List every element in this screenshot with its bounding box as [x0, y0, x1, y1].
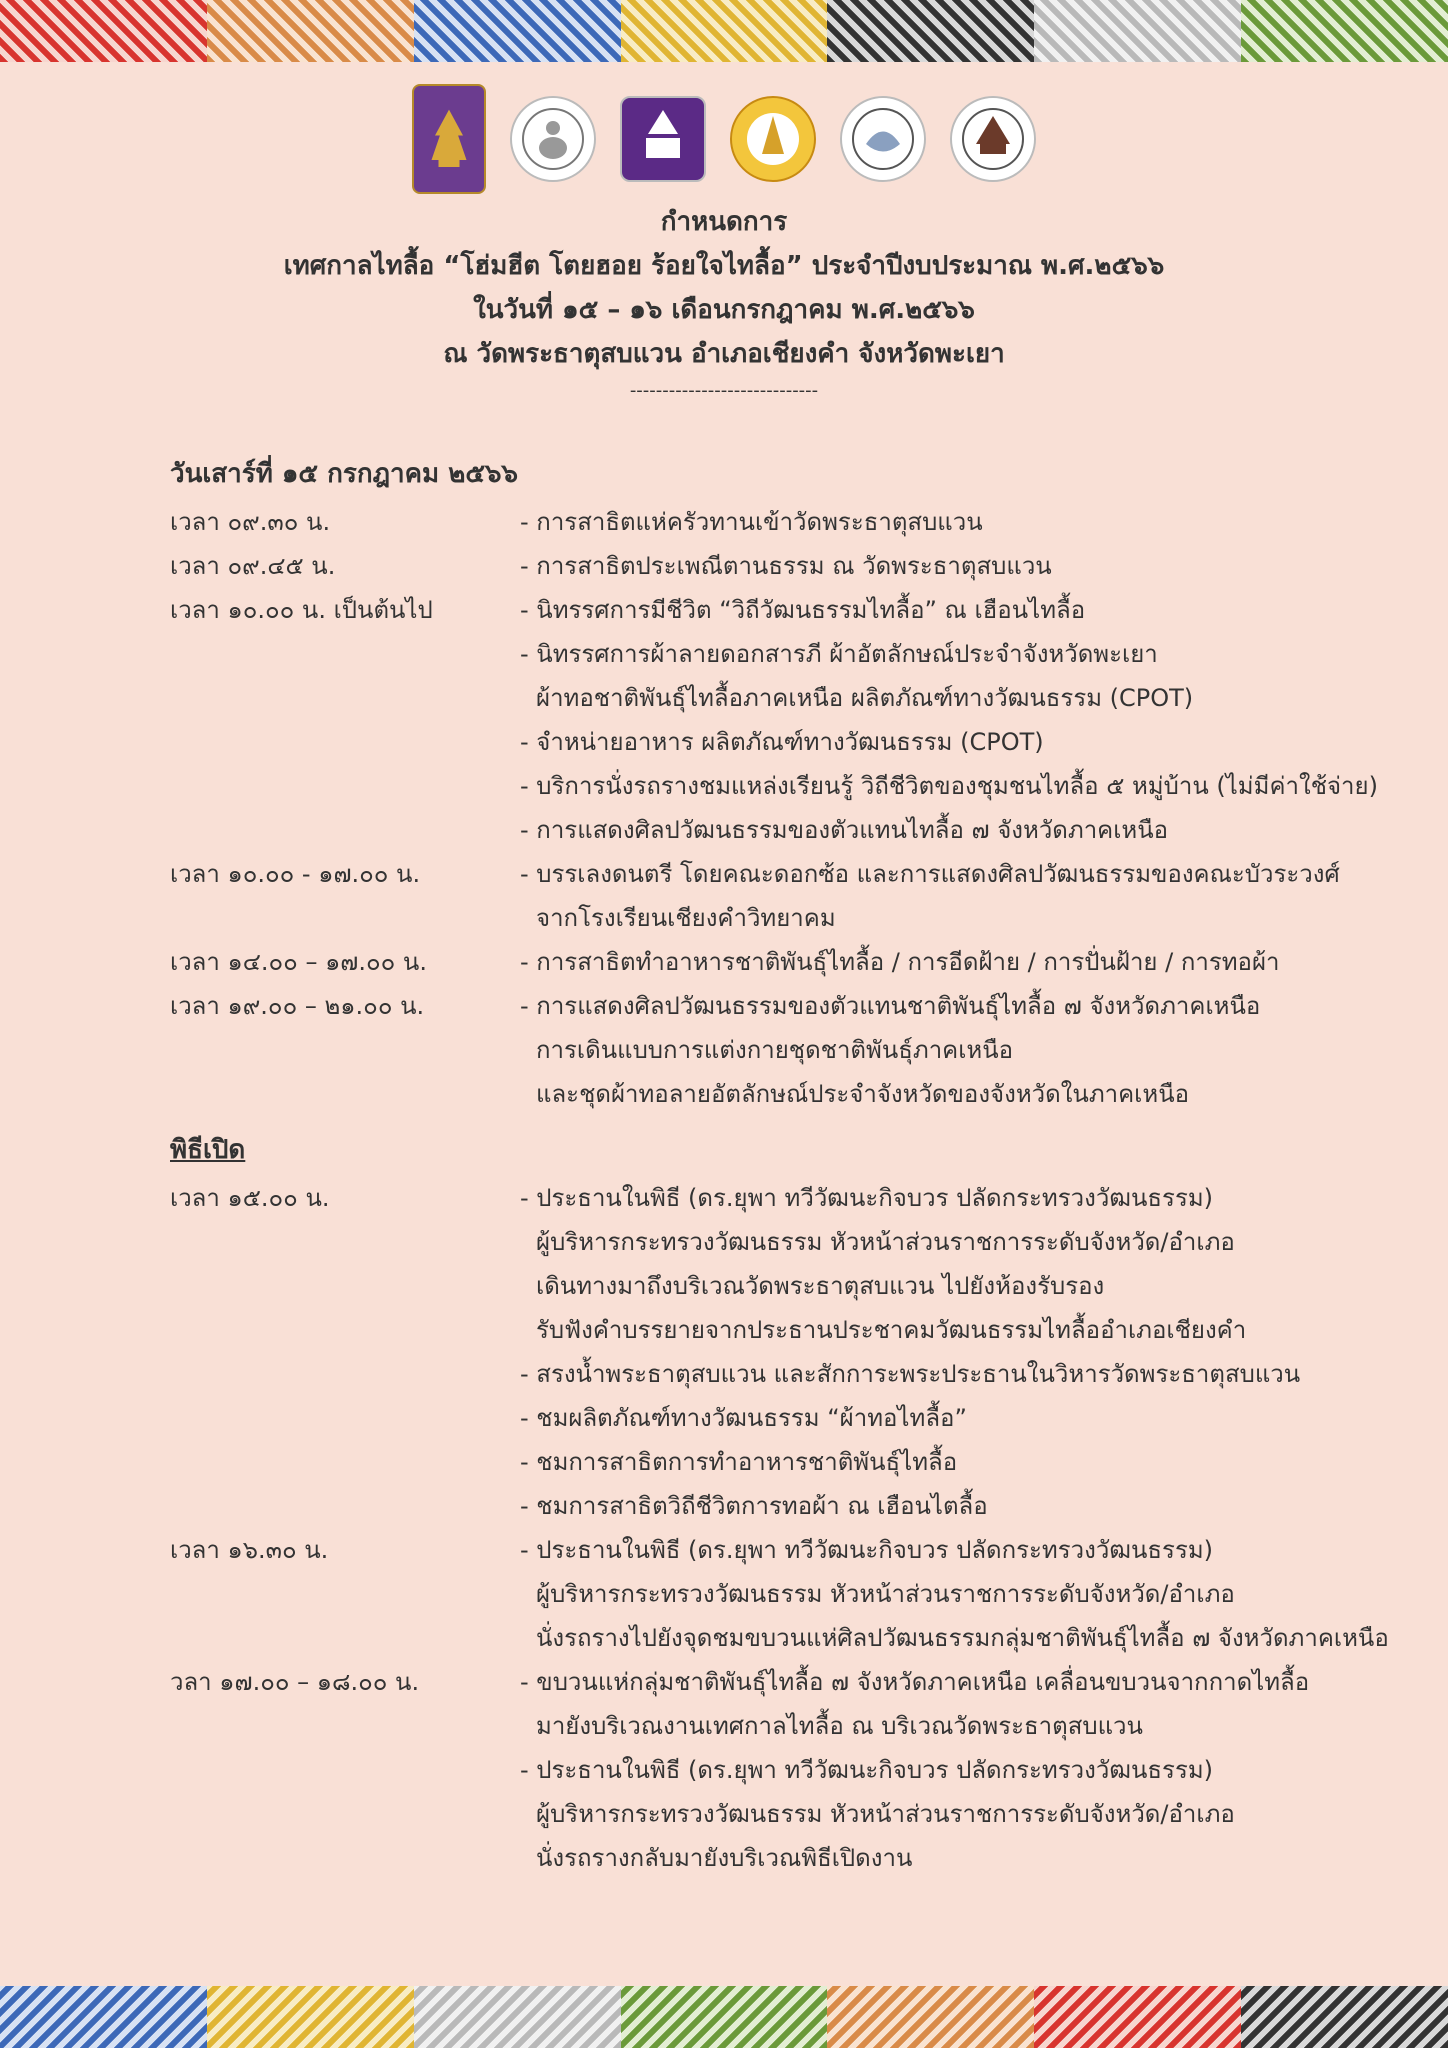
document-header [0, 200, 1448, 406]
bottom-pattern-border [0, 1986, 1448, 2048]
schedule-row [170, 1176, 1400, 1528]
time-label: เวลา ๑๔.๐๐ – ๑๗.๐๐ น. [170, 948, 427, 976]
district-seal-logo [840, 96, 926, 182]
schedule [170, 448, 1400, 1880]
activity-line: - ขบวนแห่กลุ่มชาติพันธุ์ไทลื้อ ๗ จังหวัดภาคเหนือ เคลื่อนขบวนจากกาดไทลื้อ [520, 1668, 1310, 1696]
activity-line: จากโรงเรียนเชียงคำวิทยาคม [536, 904, 836, 932]
activity-line: ผู้บริหารกระทรวงวัฒนธรรม หัวหน้าส่วนราชการระดับจังหวัด/อำเภอ [536, 1800, 1235, 1828]
header-divider: ----------------------------- [629, 380, 819, 401]
top-pattern-border [0, 0, 1448, 62]
schedule-row [170, 500, 1400, 544]
schedule-row [170, 1528, 1400, 1660]
activity-line: และชุดผ้าทอลายอัตลักษณ์ประจำจังหวัดของจังหวัดในภาคเหนือ [536, 1080, 1190, 1108]
activity-line: นั่งรถรางไปยังจุดชมขบวนแห่ศิลปวัฒนธรรมกลุ่มชาติพันธุ์ไทลื้อ ๗ จังหวัดภาคเหนือ [536, 1624, 1389, 1652]
time-label: เวลา ๑๐.๐๐ น. เป็นต้นไป [170, 596, 433, 624]
activity-line: ผู้บริหารกระทรวงวัฒนธรรม หัวหน้าส่วนราชการระดับจังหวัด/อำเภอ [536, 1580, 1235, 1608]
schedule-row [170, 1660, 1400, 1880]
activity-line: - การสาธิตแห่ครัวทานเข้าวัดพระธาตุสบแวน [520, 508, 983, 536]
activity-line: ผู้บริหารกระทรวงวัฒนธรรม หัวหน้าส่วนราชการระดับจังหวัด/อำเภอ [536, 1228, 1235, 1256]
activity-line: - บรรเลงดนตรี โดยคณะดอกซ้อ และการแสดงศิลปวัฒนธรรมของคณะบัวระวงศ์ [520, 860, 1340, 888]
activity-line: - นิทรรศการมีชีวิต “วิถีวัฒนธรรมไทลื้อ” ณ เฮือนไทลื้อ [520, 596, 1086, 624]
activity-line: - การสาธิตประเพณีตานธรรม ณ วัดพระธาตุสบแวน [520, 552, 1052, 580]
activity-line: นั่งรถรางกลับมายังบริเวณพิธีเปิดงาน [536, 1844, 913, 1872]
schedule-row [170, 984, 1400, 1116]
time-label: เวลา ๑๐.๐๐ - ๑๗.๐๐ น. [170, 860, 421, 888]
schedule-row [170, 940, 1400, 984]
cultural-council-logo [950, 96, 1036, 182]
temple-emblem-logo [412, 84, 486, 194]
day-heading: วันเสาร์ที่ ๑๕ กรกฎาคม ๒๕๖๖ [170, 459, 519, 489]
schedule-row [170, 544, 1400, 588]
activity-line: - ชมการสาธิตการทำอาหารชาติพันธุ์ไทลื้อ [520, 1448, 958, 1476]
activity-line: - ประธานในพิธี (ดร.ยุพา ทวีวัฒนะกิจบวร ปลัดกระทรวงวัฒนธรรม) [520, 1536, 1214, 1564]
activity-line: - การแสดงศิลปวัฒนธรรมของตัวแทนชาติพันธุ์ไทลื้อ ๗ จังหวัดภาคเหนือ [520, 992, 1261, 1020]
schedule-row [170, 852, 1400, 940]
time-label: วลา ๑๗.๐๐ – ๑๘.๐๐ น. [170, 1668, 420, 1696]
activity-line: - ชมการสาธิตวิถีชีวิตการทอผ้า ณ เฮือนไตลื้อ [520, 1492, 988, 1520]
activity-line: - การแสดงศิลปวัฒนธรรมของตัวแทนไทลื้อ ๗ จังหวัดภาคเหนือ [520, 816, 1169, 844]
time-label: เวลา ๑๕.๐๐ น. [170, 1184, 330, 1212]
event-date: ในวันที่ ๑๕ – ๑๖ เดือนกรกฎาคม พ.ศ.๒๕๖๖ [473, 295, 975, 325]
event-venue: ณ วัดพระธาตุสบแวน อำเภอเชียงคำ จังหวัดพะเยา [443, 339, 1005, 369]
activity-line: - จำหน่ายอาหาร ผลิตภัณฑ์ทางวัฒนธรรม (CPOT) [520, 728, 1044, 756]
time-label: เวลา ๐๙.๓๐ น. [170, 508, 331, 536]
activity-line: - ประธานในพิธี (ดร.ยุพา ทวีวัฒนะกิจบวร ปลัดกระทรวงวัฒนธรรม) [520, 1184, 1214, 1212]
time-label: เวลา ๑๙.๐๐ – ๒๑.๐๐ น. [170, 992, 425, 1020]
opening-ceremony-heading: พิธีเปิด [170, 1135, 246, 1165]
purple-university-logo [620, 96, 706, 182]
time-label: เวลา ๐๙.๔๕ น. [170, 552, 336, 580]
golden-stupa-logo [730, 96, 816, 182]
activity-line: - นิทรรศการผ้าลายดอกสารภี ผ้าอัตลักษณ์ประจำจังหวัดพะเยา [520, 640, 1158, 668]
activity-line: - ประธานในพิธี (ดร.ยุพา ทวีวัฒนะกิจบวร ปลัดกระทรวงวัฒนธรรม) [520, 1756, 1214, 1784]
time-label: เวลา ๑๖.๓๐ น. [170, 1536, 329, 1564]
activity-line: - สรงน้ำพระธาตุสบแวน และสักการะพระประธานในวิหารวัดพระธาตุสบแวน [520, 1360, 1301, 1388]
activity-line: ผ้าทอชาติพันธุ์ไทลื้อภาคเหนือ ผลิตภัณฑ์ทางวัฒนธรรม (CPOT) [536, 684, 1194, 712]
activity-line: - บริการนั่งรถรางชมแหล่งเรียนรู้ วิถีชีวิตของชุมชนไทลื้อ ๕ หมู่บ้าน (ไม่มีค่าใช้จ่าย) [520, 772, 1378, 800]
schedule-row [170, 588, 1400, 852]
page-title: กำหนดการ [660, 207, 788, 237]
activity-line: - ชมผลิตภัณฑ์ทางวัฒนธรรม “ผ้าทอไทลื้อ” [520, 1404, 967, 1432]
activity-line: รับฟังคำบรรยายจากประธานประชาคมวัฒนธรรมไทลื้ออำเภอเชียงคำ [536, 1316, 1247, 1344]
activity-line: เดินทางมาถึงบริเวณวัดพระธาตุสบแวน ไปยังห้องรับรอง [536, 1272, 1105, 1300]
buddha-seal-logo [510, 96, 596, 182]
activity-line: - การสาธิตทำอาหารชาติพันธุ์ไทลื้อ / การอีดฝ้าย / การปั่นฝ้าย / การทอผ้า [520, 948, 1280, 976]
logo-row [0, 84, 1448, 194]
activity-line: มายังบริเวณงานเทศกาลไทลื้อ ณ บริเวณวัดพระธาตุสบแวน [536, 1712, 1143, 1740]
event-title: เทศกาลไทลื้อ “โฮ่มฮีต โตยฮอย ร้อยใจไทลื้อ” ประจำปีงบประมาณ พ.ศ.๒๕๖๖ [283, 251, 1165, 281]
activity-line: การเดินแบบการแต่งกายชุดชาติพันธุ์ภาคเหนือ [536, 1036, 1014, 1064]
